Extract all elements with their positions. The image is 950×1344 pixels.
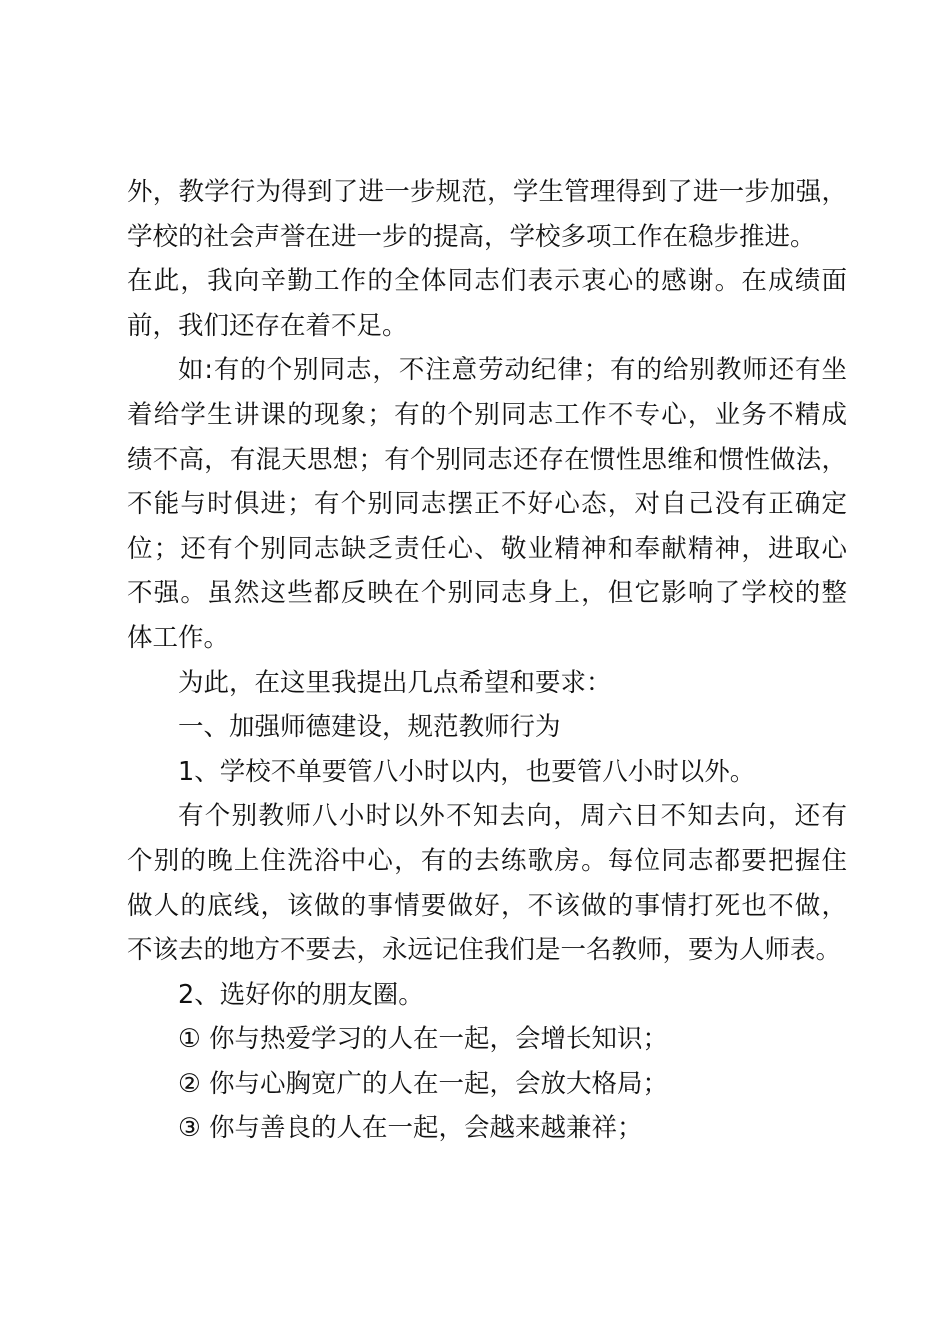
text-line: 位；还有个别同志缺乏责任心、敬业精神和奉献精神，进取心: [127, 533, 847, 564]
text-line: 有个别教师八小时以外不知去向，周六日不知去向，还有: [178, 801, 847, 832]
text-line: 不强。虽然这些都反映在个别同志身上，但它影响了学校的整: [127, 578, 847, 609]
text-line: 体工作。: [127, 622, 230, 653]
text-line: 如:有的个别同志，不注意劳动纪律；有的给别教师还有坐: [178, 355, 847, 386]
text-line: ② 你与心胸宽广的人在一起，会放大格局；: [178, 1068, 668, 1099]
text-line: 学校的社会声誉在进一步的提高，学校多项工作在稳步推进。: [127, 221, 816, 252]
text-line: 不该去的地方不要去，永远记住我们是一名教师，要为人师表。: [127, 935, 842, 966]
text-line: 在此，我向辛勤工作的全体同志们表示衷心的感谢。在成绩面: [127, 266, 847, 297]
text-line: 个别的晚上住洗浴中心，有的去练歌房。每位同志都要把握住: [127, 845, 847, 876]
text-line: 不能与时俱进；有个别同志摆正不好心态，对自己没有正确定: [127, 489, 847, 520]
text-line: ③ 你与善良的人在一起，会越来越兼祥；: [178, 1113, 643, 1144]
text-line: 为此，在这里我提出几点希望和要求：: [178, 667, 612, 698]
document-body: [127, 170, 847, 1151]
text-line: 2、选好你的朋友圈。: [178, 979, 424, 1010]
text-line: 一、加强师德建设，规范教师行为: [178, 712, 561, 743]
text-line: 外，教学行为得到了进一步规范，学生管理得到了进一步加强，: [127, 177, 847, 207]
text-line: 前，我们还存在着不足。: [127, 310, 408, 341]
text-line: 1、学校不单要管八小时以内，也要管八小时以外。: [178, 756, 756, 787]
text-line: 着给学生讲课的现象；有的个别同志工作不专心，业务不精成: [127, 399, 847, 430]
text-line: 绩不高，有混天思想；有个别同志还存在惯性思维和惯性做法，: [127, 444, 847, 475]
text-line: 做人的底线，该做的事情要做好，不该做的事情打死也不做，: [127, 890, 847, 921]
text-line: ① 你与热爱学习的人在一起，会增长知识；: [178, 1024, 668, 1055]
